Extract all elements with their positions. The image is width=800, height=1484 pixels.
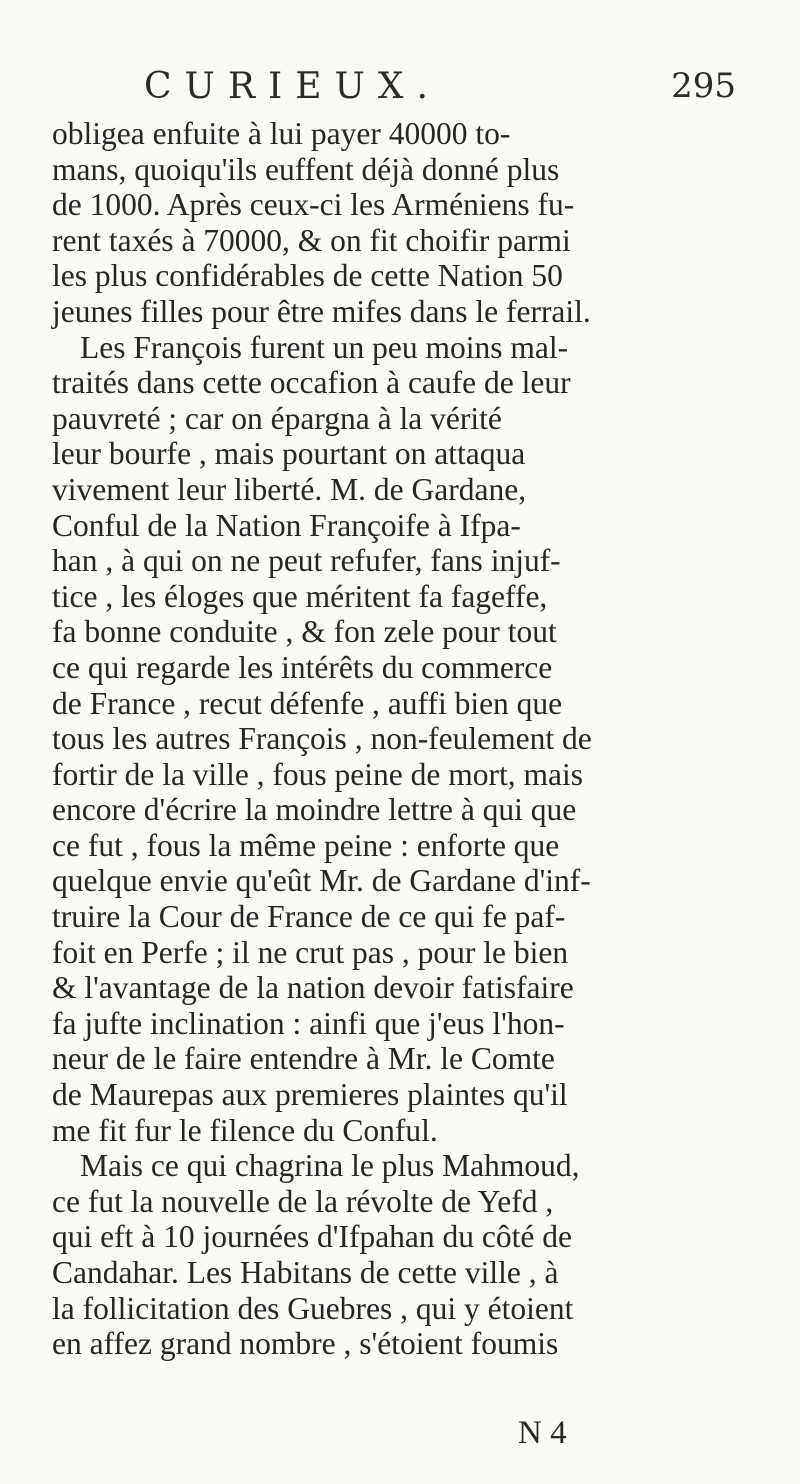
text-line: me fit fur le filence du Conful. [52, 1112, 438, 1148]
text-line: de 1000. Après ceux-ci les Arméniens fu- [52, 187, 575, 223]
text-line: truire la Cour de France de ce qui fe paf- [52, 899, 566, 935]
text-line: mans, quoiqu'ils euffent déjà donné plus [52, 151, 560, 187]
page-number: 295 [671, 66, 736, 106]
text-line: les plus confidérables de cette Nation 50 [52, 258, 563, 294]
text-line: traités dans cette occafion à caufe de leur [52, 365, 571, 401]
text-line: fa bonne conduite , & fon zele pour tout [52, 614, 557, 650]
text-line: de Maurepas aux premieres plaintes qu'il [52, 1077, 568, 1113]
text-line: vivement leur liberté. M. de Gardane, [52, 471, 527, 507]
text-line: la follicitation des Guebres , qui y étoient [52, 1290, 574, 1326]
text-line: leur bourfe , mais pourtant on attaqua [52, 436, 526, 472]
signature-mark: N 4 [518, 1415, 567, 1451]
text-line: jeunes filles pour être mifes dans le ferrail. [52, 293, 591, 329]
text-line: Conful de la Nation Françoife à Ifpa- [52, 507, 521, 543]
text-line: tous les autres François , non-feulement de [52, 721, 592, 757]
text-line: qui eft à 10 journées d'Ifpahan du côté de [52, 1219, 572, 1255]
page-header [96, 66, 736, 110]
text-line: obligea enfuite à lui payer 40000 to- [52, 116, 511, 151]
text-line: en affez grand nombre , s'étoient foumis [52, 1326, 559, 1362]
text-line: han , à qui on ne peut refufer, fans injuf- [52, 543, 561, 579]
text-line: rent taxés à 70000, & on fit choifir parmi [52, 222, 571, 258]
text-line: fa jufte inclination : ainfi que j'eus l'hon- [52, 1005, 565, 1041]
text-line: encore d'écrire la moindre lettre à qui que [52, 792, 577, 828]
text-line: tice , les éloges que méritent fa fageffe, [52, 578, 548, 614]
text-line: quelque envie qu'eût Mr. de Gardane d'inf- [52, 863, 591, 899]
text-line: ce fut la nouvelle de la révolte de Yefd , [52, 1183, 554, 1219]
text-line: foit en Perfe ; il ne crut pas , pour le bien [52, 934, 569, 970]
text-line: Candahar. Les Habitans de cette ville , à [52, 1255, 559, 1290]
text-line: ce qui regarde les intérêts du commerce [52, 649, 553, 685]
running-title: CURIEUX. [144, 66, 441, 107]
text-line: pauvreté ; car on épargna à la vérité [52, 400, 502, 436]
text-line: Mais ce qui chagrina le plus Mahmoud, [80, 1148, 580, 1184]
text-line: fortir de la ville , fous peine de mort, mais [52, 756, 583, 792]
text-line: Les François furent un peu moins mal- [80, 329, 569, 365]
text-line: ce fut , fous la même peine : enforte que [52, 827, 560, 863]
text-line: de France , recut défenfe , auffi bien que [52, 685, 563, 721]
text-line: neur de le faire entendre à Mr. le Comte [52, 1041, 555, 1077]
text-line: & l'avantage de la nation devoir fatisfaire [52, 970, 574, 1006]
body-text [52, 116, 736, 1362]
